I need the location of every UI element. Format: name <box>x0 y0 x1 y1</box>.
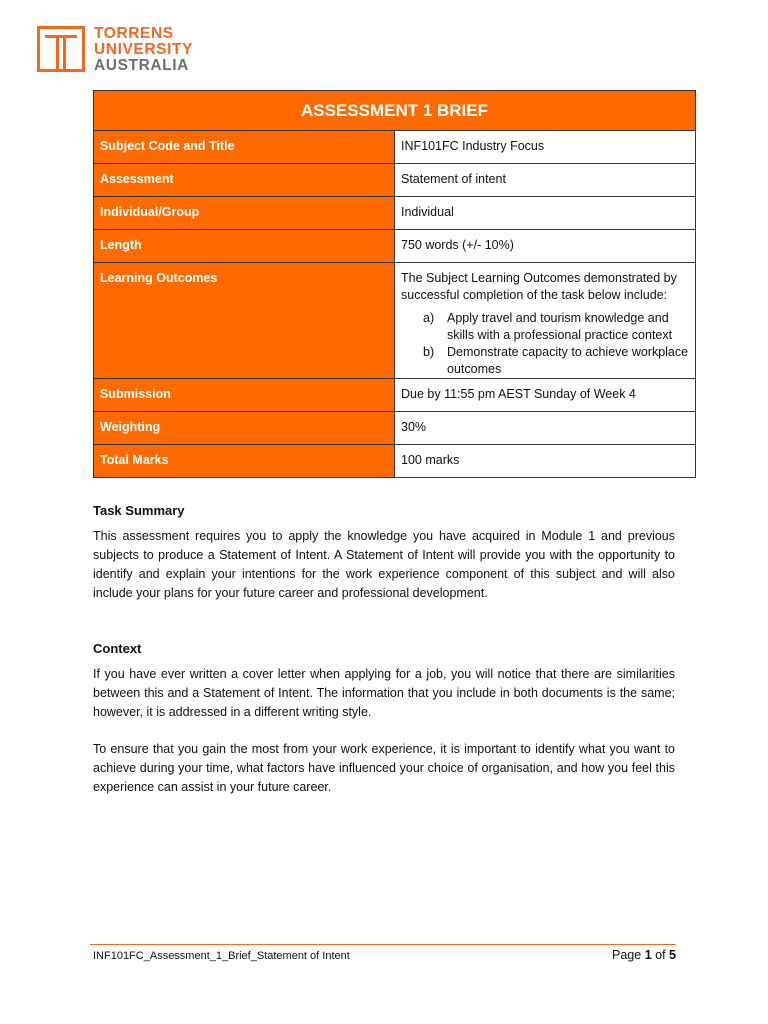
context-section <box>93 639 675 797</box>
page-current: 1 <box>644 948 652 962</box>
page-of: of <box>655 948 666 962</box>
task-summary-heading: Task Summary <box>93 503 185 518</box>
table-row <box>94 230 696 263</box>
learning-outcomes-intro: The Subject Learning Outcomes demonstrated by successful completion of the task below include: <box>401 271 677 302</box>
row-label-assessment: Assessment <box>94 164 395 197</box>
row-label-weighting: Weighting <box>94 412 395 445</box>
task-summary-section <box>93 501 675 603</box>
table-row <box>94 131 696 164</box>
learning-outcomes-list <box>401 310 689 378</box>
row-value-subject: INF101FC Industry Focus <box>395 131 696 164</box>
row-label-individual-group: Individual/Group <box>94 197 395 230</box>
table-row <box>94 263 696 379</box>
university-logo <box>37 26 193 74</box>
context-paragraph-1: If you have ever written a cover letter when applying for a job, you will notice that there are similarities between this and a Statement of Intent. The information that you include in both documents is the same; however, it is addressed in a different writing style. <box>93 667 675 719</box>
logo-line-3: AUSTRALIA <box>94 57 189 74</box>
list-item <box>423 344 689 378</box>
row-value-individual-group: Individual <box>395 197 696 230</box>
table-row <box>94 379 696 412</box>
table-row <box>94 445 696 478</box>
row-label-total-marks: Total Marks <box>94 445 395 478</box>
page-word: Page <box>612 948 642 962</box>
logo-line-2: UNIVERSITY <box>94 41 194 58</box>
row-value-submission: Due by 11:55 pm AEST Sunday of Week 4 <box>395 379 696 412</box>
row-label-subject: Subject Code and Title <box>94 131 395 164</box>
logo-line-1: TORRENS <box>94 25 174 42</box>
list-item-text: Apply travel and tourism knowledge and skills with a professional practice context <box>447 311 673 342</box>
table-row <box>94 164 696 197</box>
footer-divider <box>90 944 676 945</box>
table-row <box>94 197 696 230</box>
brief-title: ASSESSMENT 1 BRIEF <box>94 91 696 131</box>
torrens-t-logo-icon <box>37 26 85 72</box>
row-value-weighting: 30% <box>395 412 696 445</box>
list-marker: b) <box>423 345 435 359</box>
list-item <box>423 310 689 344</box>
row-value-assessment: Statement of intent <box>395 164 696 197</box>
row-label-submission: Submission <box>94 379 395 412</box>
page-total: 5 <box>669 948 676 962</box>
row-value-length: 750 words (+/- 10%) <box>395 230 696 263</box>
assessment-brief-table <box>93 90 696 478</box>
row-label-length: Length <box>94 230 395 263</box>
task-summary-text: This assessment requires you to apply the knowledge you have acquired in Module 1 and previous subjects to produce a Statement of Intent. A Statement of Intent will provide you with the opportunity to identify and explain your intentions for the work experience component of this subject and will also include your plans for your future career and professional development. <box>93 529 675 600</box>
logo-wordmark <box>94 26 193 74</box>
context-heading: Context <box>93 641 142 656</box>
context-paragraph-2: To ensure that you gain the most from your work experience, it is important to identify what you want to achieve during your time, what factors have influenced your choice of organisation, and how you feel this experience can assist in your future career. <box>93 742 675 794</box>
footer-page-number <box>612 948 676 962</box>
list-item-text: Demonstrate capacity to achieve workplace outcomes <box>447 345 689 376</box>
table-row <box>94 412 696 445</box>
row-value-learning-outcomes <box>395 263 696 379</box>
footer-document-name: INF101FC_Assessment_1_Brief_Statement of Intent <box>93 950 350 962</box>
row-value-total-marks: 100 marks <box>395 445 696 478</box>
row-label-learning-outcomes: Learning Outcomes <box>94 263 395 379</box>
list-marker: a) <box>423 311 435 325</box>
